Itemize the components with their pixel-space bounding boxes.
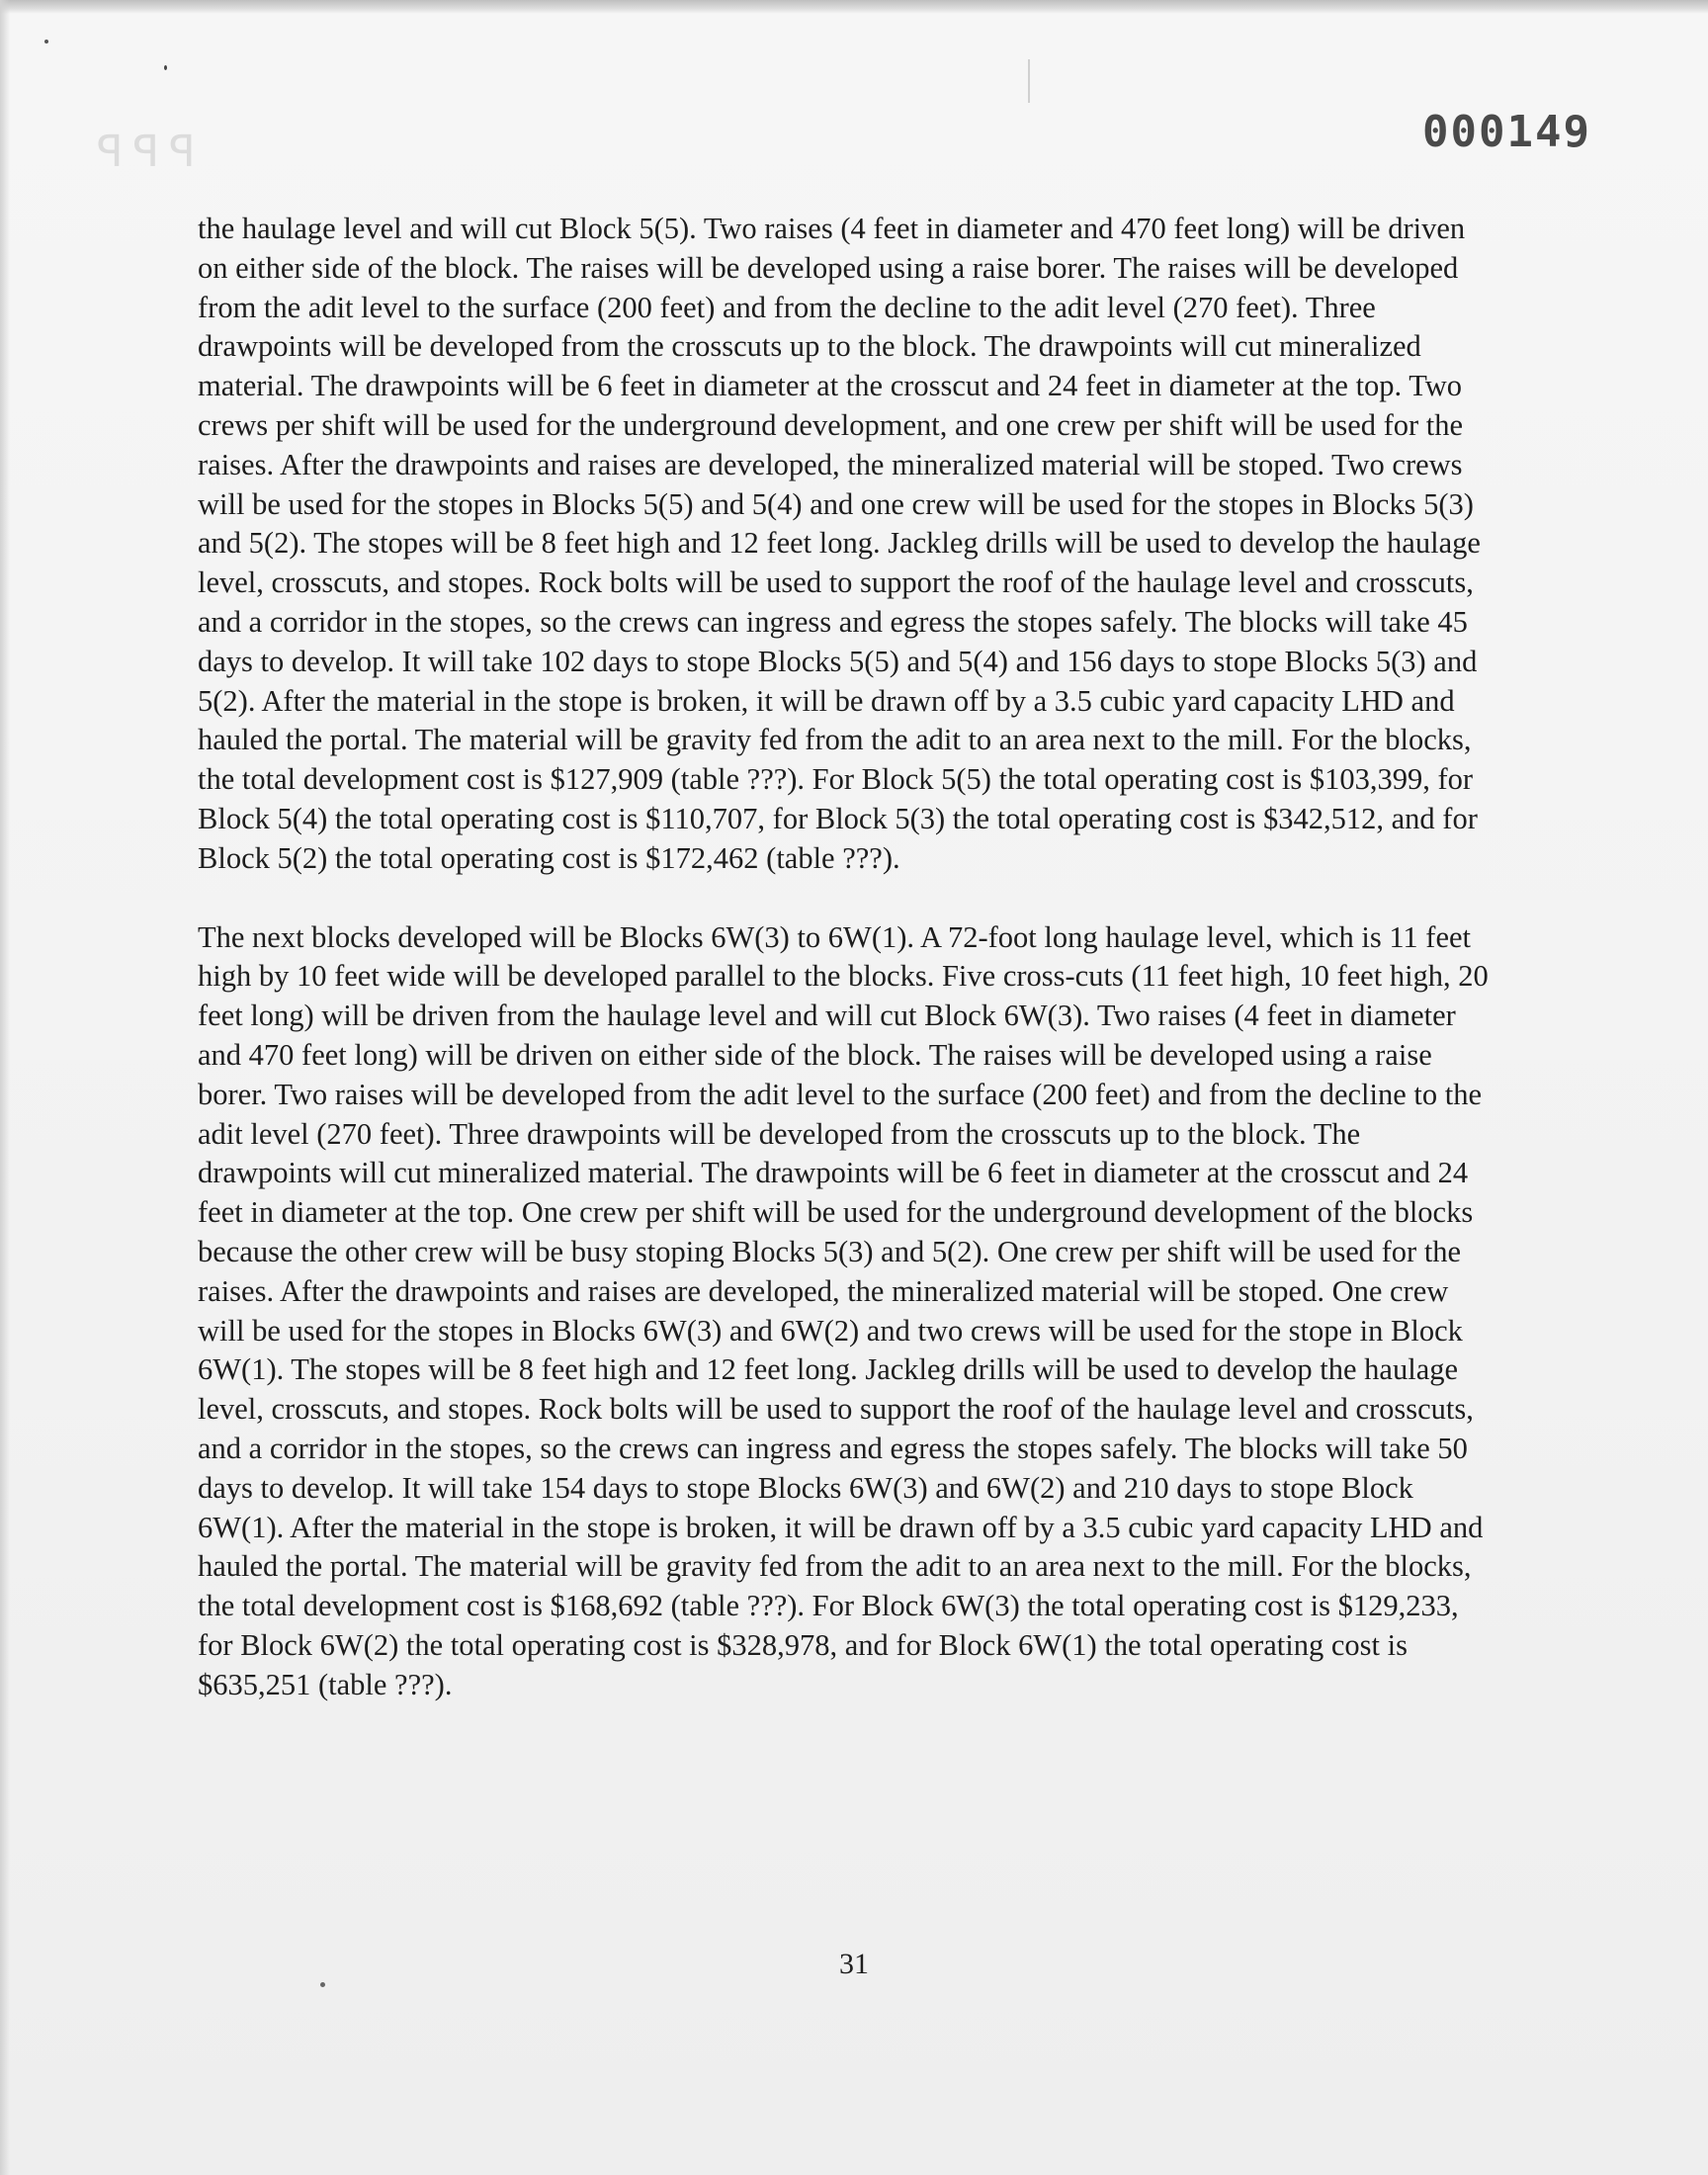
paragraph-blocks-5: the haulage level and will cut Block 5(5). Two raises (4 feet in diameter and 470 feet long) will be driven on either side of the block. The raises will be developed using a raise borer. The raises will be developed from the adit level to the surface (200 feet) and from the decline to the adit level (270 feet). Three drawpoints will be developed from the crosscuts up to the block. The drawpoints will cut mineralized material. The drawpoints will be 6 feet in diameter at the crosscut and 24 feet in diameter at the top. Two crews per shift will be used for the underground development, and one crew per shift will be used for the raises. After the drawpoints and raises are developed, the mineralized material will be stoped. Two crews will be used for the stopes in Blocks 5(5) and 5(4) and one crew will be used for the stopes in Blocks 5(3) and 5(2). The stopes will be 8 feet high and 12 feet long. Jackleg drills will be used to develop the haulage level, crosscuts, and stopes. Rock bolts will be used to support the roof of the haulage level and crosscuts, and a corridor in the stopes, so the crews can ingress and egress the stopes safely. The blocks will take 45 days to develop. It will take 102 days to stope Blocks 5(5) and 5(4) and 156 days to stope Blocks 5(3) and 5(2). After the material in the stope is broken, it will be drawn off by a 3.5 cubic yard capacity LHD and hauled the portal. The material will be gravity fed from the adit to an area next to the mill. For the blocks, the total development cost is $127,909 (table ???). For Block 5(5) the total operating cost is $103,399, for Block 5(4) the total operating cost is $110,707, for Block 5(3) the total operating cost is $342,512, and for Block 5(2) the total operating cost is $172,462 (table ???). [198, 212, 1481, 875]
body-text [198, 210, 1500, 1704]
scan-left-edge [0, 0, 10, 2175]
page-number: 31 [839, 1948, 869, 1980]
scan-top-edge [0, 0, 1708, 14]
scan-speck [164, 65, 167, 70]
paragraph-blocks-6w: The next blocks developed will be Blocks 6W(3) to 6W(1). A 72-foot long haulage level, which is 11 feet high by 10 feet wide will be developed parallel to the blocks. Five cross-cuts (11 feet high, 10 feet high, 20 feet long) will be driven from the haulage level and will cut Block 6W(3). Two raises (4 feet in diameter and 470 feet long) will be driven on either side of the block. The raises will be developed using a raise borer. Two raises will be developed from the adit level to the surface (200 feet) and from the decline to the adit level (270 feet). Three drawpoints will be developed from the crosscuts up to the block. The drawpoints will cut mineralized material. The drawpoints will be 6 feet in diameter at the crosscut and 24 feet in diameter at the top. One crew per shift will be used for the underground development of the blocks because the other crew will be busy stoping Blocks 5(3) and 5(2). One crew per shift will be used for the raises. After the drawpoints and raises are developed, the mineralized material will be stoped. One crew will be used for the stopes in Blocks 6W(3) and 6W(2) and two crews will be used for the stope in Block 6W(1). The stopes will be 8 feet high and 12 feet long. Jackleg drills will be used to develop the haulage level, crosscuts, and stopes. Rock bolts will be used to support the roof of the haulage level and crosscuts, and a corridor in the stopes, so the crews can ingress and egress the stopes safely. The blocks will take 50 days to develop. It will take 154 days to stope Blocks 6W(3) and 6W(2) and 210 days to stope Block 6W(1). After the material in the stope is broken, it will be drawn off by a 3.5 cubic yard capacity LHD and hauled the portal. The material will be gravity fed from the adit to an area next to the mill. For the blocks, the total development cost is $168,692 (table ???). For Block 6W(3) the total operating cost is $129,233, for Block 6W(2) the total operating cost is $328,978, and for Block 6W(1) the total operating cost is $635,251 (table ???). [198, 919, 1489, 1701]
bleed-through-number: ꟼꟼꟼ [97, 128, 206, 176]
scan-speck [44, 40, 48, 44]
scan-mark [1028, 59, 1030, 103]
bates-stamp: 000149 [1422, 107, 1591, 157]
scan-speck [320, 1982, 325, 1987]
